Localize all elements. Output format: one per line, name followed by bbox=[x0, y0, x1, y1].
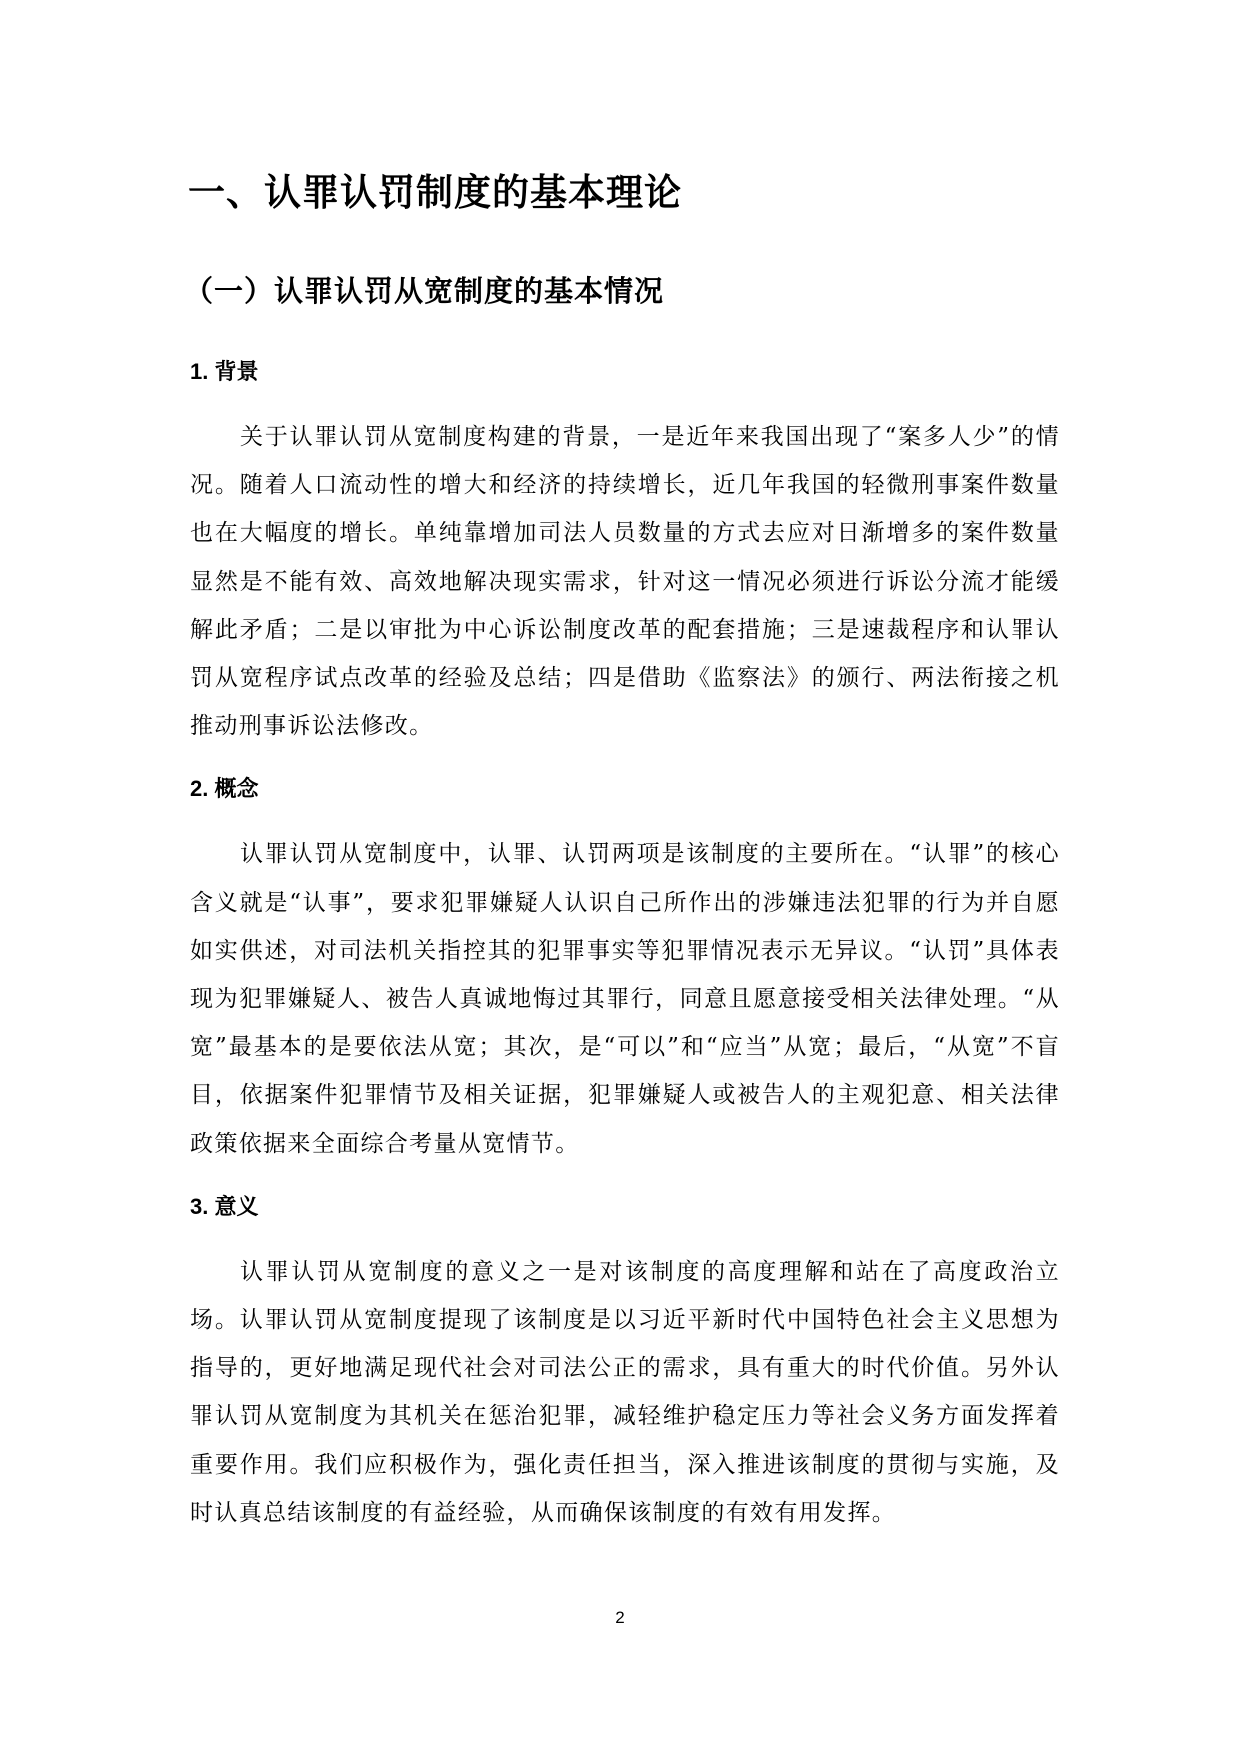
section-title: （一）认罪认罚从宽制度的基本情况 bbox=[184, 274, 665, 308]
paragraph-background: 关于认罪认罚从宽制度构建的背景，一是近年来我国出现了“案多人少”的情况。随着人口流动性的增大和经济的持续增长，近几年我国的轻微刑事案件数量也在大幅度的增长。单纯靠增加司法人员数量的方式去应对日渐增多的案件数量显然是不能有效、高效地解决现实需求，针对这一情况必须进行诉讼分流才能缓解此矛盾；二是以审批为中心诉讼制度改革的配套措施；三是速裁程序和认罪认罚从宽程序试点改革的经验及总结；四是借助《监察法》的颁行、两法衔接之机推动刑事诉讼法修改。 bbox=[190, 424, 1060, 740]
page-content bbox=[184, 165, 1060, 1537]
subsection-heading-background: 1. 背景 bbox=[190, 359, 259, 384]
paragraph-significance: 认罪认罚从宽制度的意义之一是对该制度的高度理解和站在了高度政治立场。认罪认罚从宽制度提现了该制度是以习近平新时代中国特色社会主义思想为指导的，更好地满足现代社会对司法公正的需求，具有重大的时代价值。另外认罪认罚从宽制度为其机关在惩治犯罪，减轻维护稳定压力等社会义务方面发挥着重要作用。我们应积极作为，强化责任担当，深入推进该制度的贯彻与实施，及时认真总结该制度的有益经验，从而确保该制度的有效有用发挥。 bbox=[190, 1258, 1060, 1526]
subsection-heading-significance: 3. 意义 bbox=[190, 1193, 259, 1219]
subsection-heading-concept: 2. 概念 bbox=[190, 776, 259, 802]
page-number: 2 bbox=[615, 1608, 625, 1627]
chapter-title: 一、认罪认罚制度的基本理论 bbox=[188, 171, 682, 214]
paragraph-concept: 认罪认罚从宽制度中，认罪、认罚两项是该制度的主要所在。“认罪”的核心含义就是“认事”，要求犯罪嫌疑人认识自己所作出的涉嫌违法犯罪的行为并自愿如实供述，对司法机关指控其的犯罪事实等犯罪情况表示无异议。“认罚”具体表现为犯罪嫌疑人、被告人真诚地悔过其罪行，同意且愿意接受相关法律处理。“从宽”最基本的是要依法从宽；其次，是“可以”和“应当”从宽；最后，“从宽”不盲目，依据案件犯罪情节及相关证据，犯罪嫌疑人或被告人的主观犯意、相关法律政策依据来全面综合考量从宽情节。 bbox=[190, 841, 1060, 1157]
